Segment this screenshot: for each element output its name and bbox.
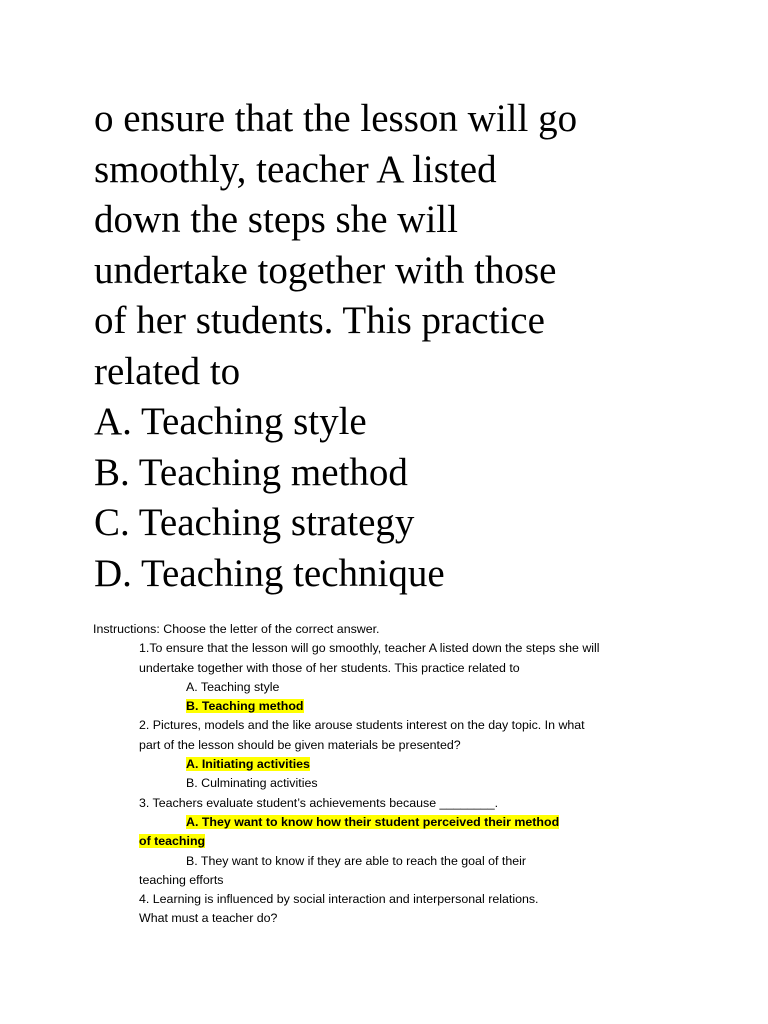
large-question-line: related to bbox=[94, 349, 241, 393]
q4-text: 4. Learning is influenced by social interaction and interpersonal relations. bbox=[139, 892, 539, 907]
large-option-a: A. Teaching style bbox=[94, 400, 367, 443]
large-option-d: D. Teaching technique bbox=[94, 551, 445, 595]
large-question-line: of her students. This practice bbox=[94, 299, 545, 342]
q3-option-b-2: teaching efforts bbox=[139, 872, 224, 887]
instructions: Instructions: Choose the letter of the correct answer. bbox=[93, 622, 380, 636]
q2-option-b: B. Culminating activities bbox=[186, 776, 318, 791]
q4-text: What must a teacher do? bbox=[139, 911, 278, 926]
large-question-line: down the steps she will bbox=[94, 198, 458, 241]
quiz-block bbox=[93, 620, 693, 929]
q1-option-b-highlighted: B. Teaching method bbox=[186, 699, 304, 714]
q2-text: 2. Pictures, models and the like arouse students interest on the day topic. In what bbox=[139, 718, 585, 733]
q3-option-a-row bbox=[93, 813, 693, 832]
q3-option-a-highlighted-2: of teaching bbox=[139, 834, 206, 849]
large-question-block bbox=[94, 94, 754, 599]
q3-option-a-row-2 bbox=[93, 832, 693, 851]
q1-text: undertake together with those of her students. This practice related to bbox=[139, 660, 520, 675]
large-option-b: B. Teaching method bbox=[94, 450, 408, 494]
large-option-c: C. Teaching strategy bbox=[94, 501, 415, 544]
q2-option-a-highlighted: A. Initiating activities bbox=[186, 757, 310, 772]
q2-option-a-row bbox=[93, 755, 693, 774]
q3-text: 3. Teachers evaluate student’s achievements because ________. bbox=[139, 795, 499, 810]
large-question-line: undertake together with those bbox=[94, 248, 557, 292]
large-question-line: smoothly, teacher A listed bbox=[94, 147, 497, 191]
q3-option-b: B. They want to know if they are able to reach the goal of their bbox=[186, 853, 527, 868]
q3-option-a-highlighted: A. They want to know how their student perceived their method bbox=[186, 814, 560, 829]
q2-text: part of the lesson should be given materials be presented? bbox=[139, 737, 461, 752]
large-question-line: o ensure that the lesson will go bbox=[94, 97, 578, 140]
q1-option-a: A. Teaching style bbox=[186, 679, 280, 694]
q1-text: 1.To ensure that the lesson will go smoothly, teacher A listed down the steps she will bbox=[139, 641, 600, 656]
q1-option-b-row bbox=[93, 697, 693, 716]
